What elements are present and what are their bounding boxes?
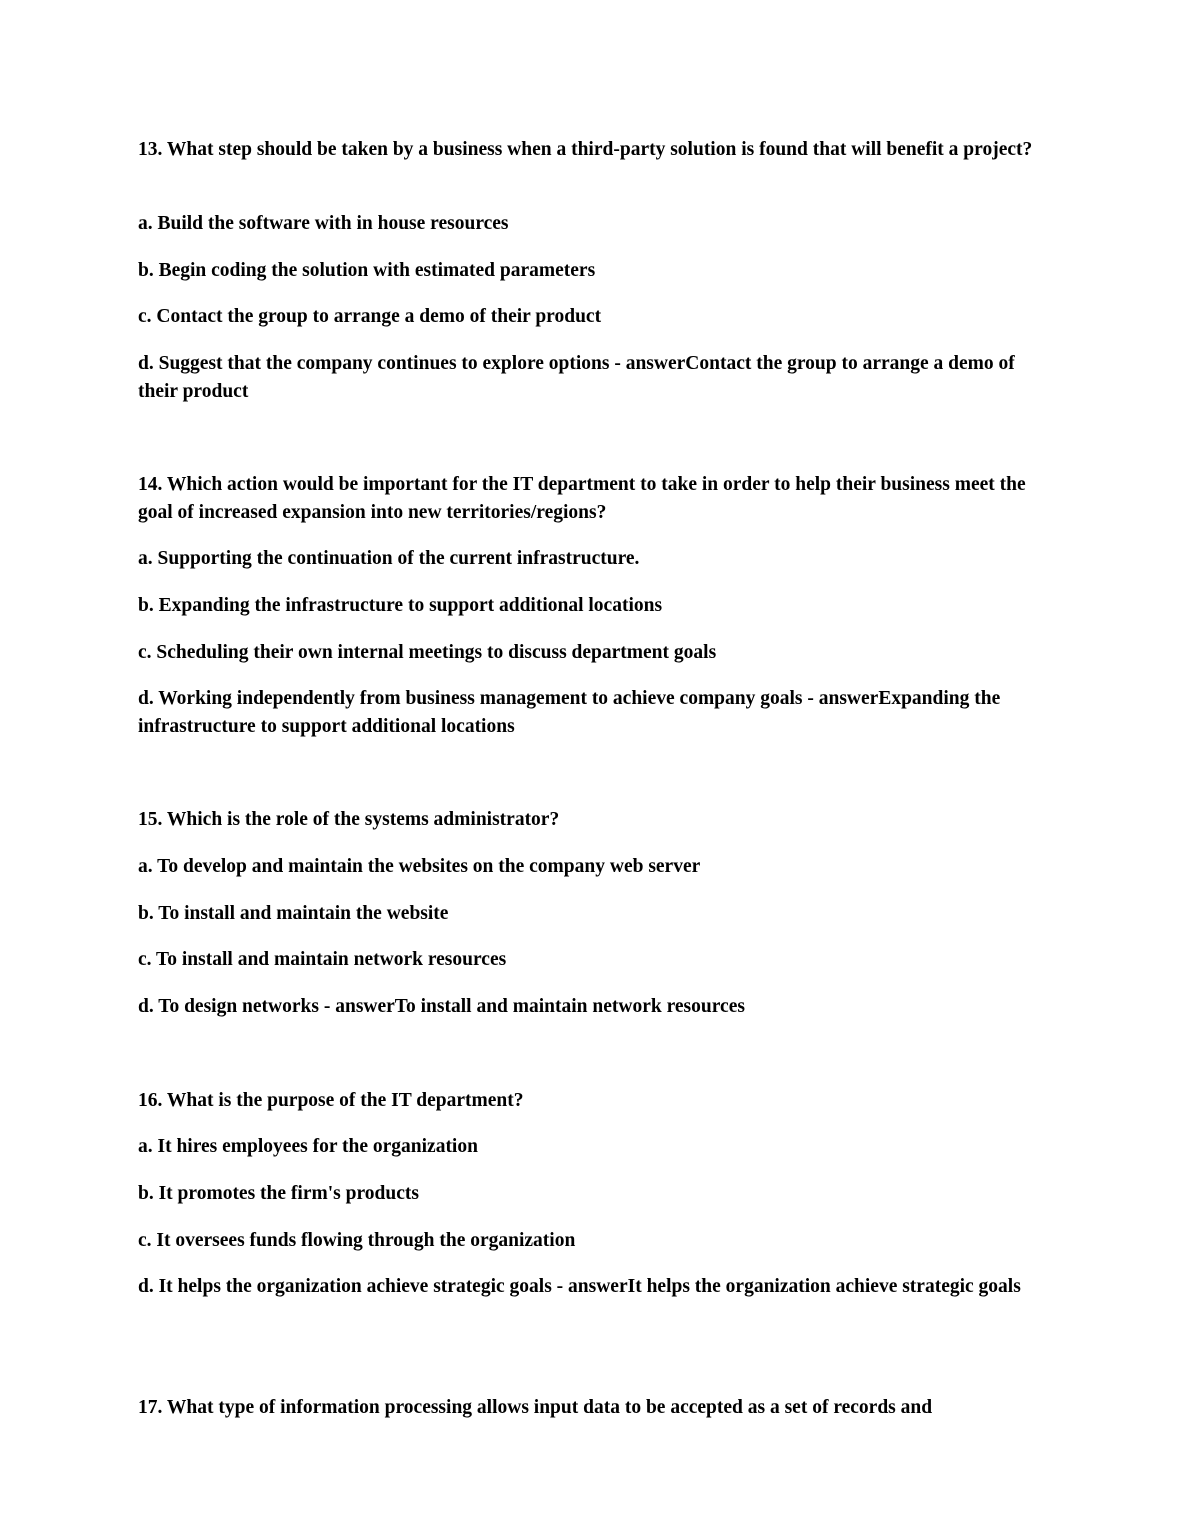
question-17: 17. What type of information processing allows input data to be accepted as a set of records and <box>138 1397 933 1418</box>
q16-option-a: a. It hires employees for the organization <box>138 1136 478 1157</box>
q13-option-c: c. Contact the group to arrange a demo of their product <box>138 306 602 327</box>
q16-option-d: d. It helps the organization achieve strategic goals - answerIt helps the organization achieve strategic goals <box>138 1276 1021 1297</box>
q14-option-b: b. Expanding the infrastructure to support additional locations <box>138 595 663 616</box>
q15-option-d: d. To design networks - answerTo install and maintain network resources <box>138 996 745 1017</box>
q13-option-d: d. Suggest that the company continues to explore options - answerContact the group to arrange a demo of their product <box>138 353 1015 402</box>
question-15: 15. Which is the role of the systems administrator? <box>138 809 560 830</box>
question-14: 14. Which action would be important for the IT department to take in order to help their business meet the goal of increased expansion into new territories/regions? <box>138 474 1026 523</box>
q14-option-c: c. Scheduling their own internal meetings to discuss department goals <box>138 642 717 663</box>
q15-option-b: b. To install and maintain the website <box>138 903 449 924</box>
q14-option-d: d. Working independently from business management to achieve company goals - answerExpanding the infrastructure to support additional locations <box>138 688 1001 737</box>
question-16: 16. What is the purpose of the IT department? <box>138 1090 524 1111</box>
q13-option-a: a. Build the software with in house resources <box>138 213 509 234</box>
q15-option-c: c. To install and maintain network resources <box>138 949 507 970</box>
q16-option-b: b. It promotes the firm's products <box>138 1183 419 1204</box>
q16-option-c: c. It oversees funds flowing through the organization <box>138 1230 576 1251</box>
q13-option-b: b. Begin coding the solution with estimated parameters <box>138 260 596 281</box>
q14-option-a: a. Supporting the continuation of the current infrastructure. <box>138 548 640 569</box>
question-13: 13. What step should be taken by a business when a third-party solution is found that will benefit a project? <box>138 139 1033 160</box>
q15-option-a: a. To develop and maintain the websites on the company web server <box>138 856 701 877</box>
